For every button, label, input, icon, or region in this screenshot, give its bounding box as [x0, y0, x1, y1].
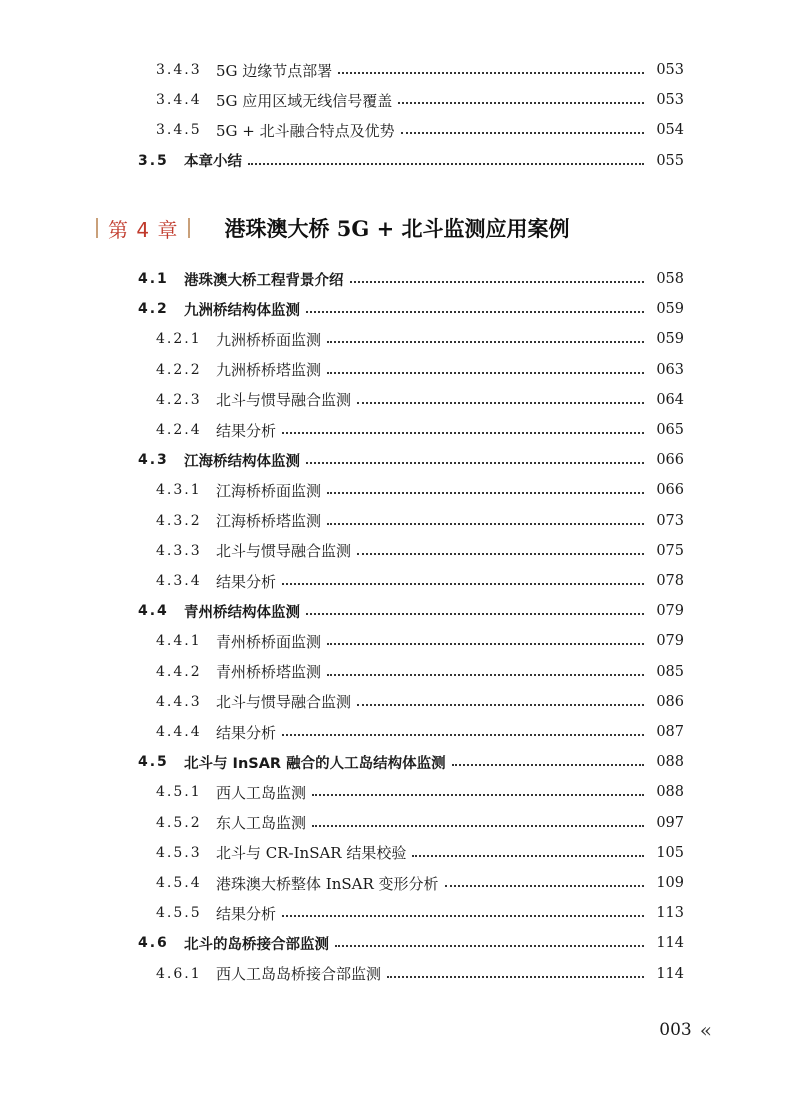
toc-entry[interactable] [0, 569, 790, 593]
toc-entry-number: 3.4.3 [156, 62, 202, 78]
toc-dot-leader [327, 492, 644, 494]
toc-entry-page: 073 [656, 512, 684, 529]
toc-dot-leader [357, 402, 644, 404]
toc-entry-page: 088 [656, 754, 684, 771]
toc-entry-number: 3.4.5 [156, 122, 202, 139]
toc-dot-leader [306, 462, 644, 464]
toc-entry-number: 4.4.3 [156, 693, 202, 710]
toc-entry-page: 078 [656, 573, 684, 589]
toc-entry-number: 4.2.3 [156, 391, 202, 408]
toc-entry-title: 九洲桥桥塔监测 [216, 361, 322, 380]
toc-entry-page: 059 [656, 301, 684, 318]
toc-dot-leader [327, 372, 644, 374]
toc-entry-title: 西人工岛监测 [216, 783, 307, 802]
toc-entry[interactable] [0, 750, 790, 774]
toc-entry[interactable] [0, 599, 790, 623]
toc-entry-number: 4.4.2 [156, 663, 202, 680]
toc-dot-leader [312, 825, 644, 827]
toc-dot-leader [282, 734, 644, 736]
toc-dot-leader [452, 764, 644, 766]
toc-entry-number: 4.3 [138, 452, 169, 469]
toc-entry-title: 港珠澳大桥工程背景介绍 [184, 272, 344, 289]
toc-entry-number: 3.4.4 [156, 92, 202, 109]
toc-entry-title: 北斗与 InSAR 融合的人工岛结构体监测 [184, 755, 446, 772]
toc-entry-page: 063 [656, 361, 684, 378]
toc-dot-leader [387, 976, 644, 978]
toc-entry[interactable] [0, 720, 790, 744]
toc-entry[interactable] [0, 297, 790, 321]
toc-entry-title: 青州桥桥面监测 [216, 632, 322, 651]
page-number: 003 [659, 1020, 692, 1040]
toc-entry[interactable] [0, 690, 790, 714]
toc-entry-page: 114 [656, 965, 684, 982]
toc-entry-title: 5G 应用区域无线信号覆盖 [216, 91, 393, 110]
toc-entry-title: 5G + 北斗融合特点及优势 [216, 121, 395, 140]
toc-entry-page: 088 [656, 784, 684, 801]
toc-entry-number: 4.5.1 [156, 784, 202, 801]
toc-entry-number: 4.2.2 [156, 361, 202, 378]
toc-dot-leader [327, 341, 644, 343]
toc-entry-page: 058 [656, 271, 684, 287]
toc-entry[interactable] [0, 267, 790, 291]
toc-entry[interactable] [0, 931, 790, 955]
toc-dot-leader [335, 945, 644, 947]
toc-entry[interactable] [0, 871, 790, 895]
toc-dot-leader [412, 855, 644, 857]
toc-entry[interactable] [0, 358, 790, 382]
toc-entry-number: 4.6.1 [156, 965, 202, 982]
toc-entry-title: 北斗与惯导融合监测 [216, 693, 352, 712]
toc-entry-page: 054 [656, 122, 684, 139]
toc-entry-title: 5G 边缘节点部署 [216, 61, 333, 80]
toc-entry-page: 079 [656, 603, 684, 620]
toc-entry-number: 4.4.1 [156, 633, 202, 650]
toc-dot-leader [306, 613, 644, 615]
toc-entry-number: 4.2.4 [156, 422, 202, 438]
toc-entry[interactable] [0, 418, 790, 442]
toc-entry-title: 结果分析 [216, 572, 277, 591]
toc-dot-leader [306, 311, 644, 313]
toc-entry-title: 青州桥结构体监测 [184, 604, 300, 621]
toc-entry[interactable] [0, 629, 790, 653]
chapter-left-bar [96, 218, 98, 238]
toc-entry-page: 055 [656, 152, 684, 169]
toc-entry-title: 九洲桥结构体监测 [184, 302, 300, 319]
toc-entry[interactable] [0, 660, 790, 684]
page-footer [659, 1018, 712, 1042]
toc-entry-page: 113 [656, 905, 684, 922]
toc-entry[interactable] [0, 327, 790, 351]
toc-entry-number: 4.6 [138, 935, 169, 952]
toc-entry-title: 九洲桥桥面监测 [216, 330, 322, 349]
toc-entry-page: 065 [656, 422, 684, 438]
toc-entry-number: 4.5 [138, 754, 169, 771]
toc-dot-leader [327, 523, 644, 525]
toc-entry-page: 086 [656, 693, 684, 710]
toc-dot-leader [327, 674, 644, 676]
toc-entry-title: 本章小结 [184, 154, 242, 171]
chevron-left-double-icon: « [699, 1018, 712, 1042]
toc-dot-leader [398, 102, 644, 104]
toc-entry[interactable] [0, 962, 790, 986]
toc-entry[interactable] [0, 448, 790, 472]
chapter-label: 第 4 章 [108, 217, 179, 242]
toc-dot-leader [338, 72, 644, 74]
toc-entry-page: 066 [656, 482, 684, 499]
toc-entry[interactable] [0, 841, 790, 865]
toc-dot-leader [357, 553, 644, 555]
toc-dot-leader [445, 885, 644, 887]
toc-entry-page: 105 [656, 844, 684, 861]
toc-entry-number: 4.1 [138, 271, 169, 287]
toc-entry-number: 4.5.4 [156, 875, 202, 891]
toc-entry[interactable] [0, 780, 790, 804]
toc-entry-title: 北斗的岛桥接合部监测 [184, 936, 329, 953]
toc-entry-title: 结果分析 [216, 723, 277, 742]
toc-entry-title: 西人工岛岛桥接合部监测 [216, 965, 382, 984]
toc-entry[interactable] [0, 509, 790, 533]
toc-entry-page: 075 [656, 542, 684, 559]
chapter-heading [96, 208, 570, 248]
toc-dot-leader [401, 132, 644, 134]
toc-dot-leader [327, 643, 644, 645]
toc-entry-title: 结果分析 [216, 421, 277, 440]
toc-entry-title: 东人工岛监测 [216, 814, 307, 833]
toc-dot-leader [350, 281, 645, 283]
toc-entry-number: 4.3.4 [156, 573, 202, 589]
toc-entry-title: 北斗与惯导融合监测 [216, 542, 352, 561]
chapter-right-bar [188, 218, 190, 238]
toc-entry-page: 064 [656, 391, 684, 408]
toc-entry-number: 4.4 [138, 603, 169, 620]
chapter-title: 港珠澳大桥 5G + 北斗监测应用案例 [224, 216, 570, 241]
toc-entry-title: 北斗与惯导融合监测 [216, 391, 352, 410]
toc-entry-number: 4.5.2 [156, 814, 202, 831]
toc-entry-number: 4.2.1 [156, 331, 202, 348]
toc-entry-title: 北斗与 CR-InSAR 结果校验 [216, 844, 407, 863]
toc-entry-title: 结果分析 [216, 904, 277, 923]
toc-dot-leader [282, 583, 644, 585]
toc-entry-title: 江海桥桥面监测 [216, 481, 322, 500]
toc-dot-leader [282, 432, 644, 434]
toc-entry[interactable] [0, 58, 790, 82]
toc-entry-page: 097 [656, 814, 684, 831]
toc-entry-title: 青州桥桥塔监测 [216, 663, 322, 682]
toc-entry[interactable] [0, 811, 790, 835]
toc-entry[interactable] [0, 388, 790, 412]
toc-dot-leader [357, 704, 644, 706]
toc-entry-page: 085 [656, 663, 684, 680]
toc-dot-leader [312, 794, 644, 796]
toc-entry-page: 059 [656, 331, 684, 348]
toc-entry[interactable] [0, 149, 790, 173]
toc-entry-title: 江海桥结构体监测 [184, 453, 300, 470]
toc-entry[interactable] [0, 901, 790, 925]
toc-entry-number: 3.5 [138, 152, 169, 169]
toc-entry-title: 港珠澳大桥整体 InSAR 变形分析 [216, 874, 439, 893]
toc-entry-number: 4.5.5 [156, 905, 202, 922]
toc-entry-page: 079 [656, 633, 684, 650]
toc-entry-title: 江海桥桥塔监测 [216, 512, 322, 531]
toc-entry-page: 114 [656, 935, 684, 952]
toc-entry-page: 109 [656, 875, 684, 891]
toc-entry[interactable] [0, 88, 790, 112]
toc-entry-number: 4.3.3 [156, 542, 202, 559]
toc-entry-number: 4.4.4 [156, 724, 202, 740]
toc-entry-number: 4.3.2 [156, 512, 202, 529]
toc-entry-page: 053 [656, 92, 684, 109]
toc-entry-page: 066 [656, 452, 684, 469]
toc-entry[interactable] [0, 539, 790, 563]
toc-entry-page: 053 [656, 62, 684, 78]
toc-entry[interactable] [0, 118, 790, 142]
toc-entry-number: 4.2 [138, 301, 169, 318]
toc-dot-leader [282, 915, 644, 917]
toc-entry[interactable] [0, 478, 790, 502]
toc-entry-number: 4.5.3 [156, 844, 202, 861]
toc-dot-leader [248, 163, 644, 165]
toc-entry-page: 087 [656, 724, 684, 740]
toc-entry-number: 4.3.1 [156, 482, 202, 499]
